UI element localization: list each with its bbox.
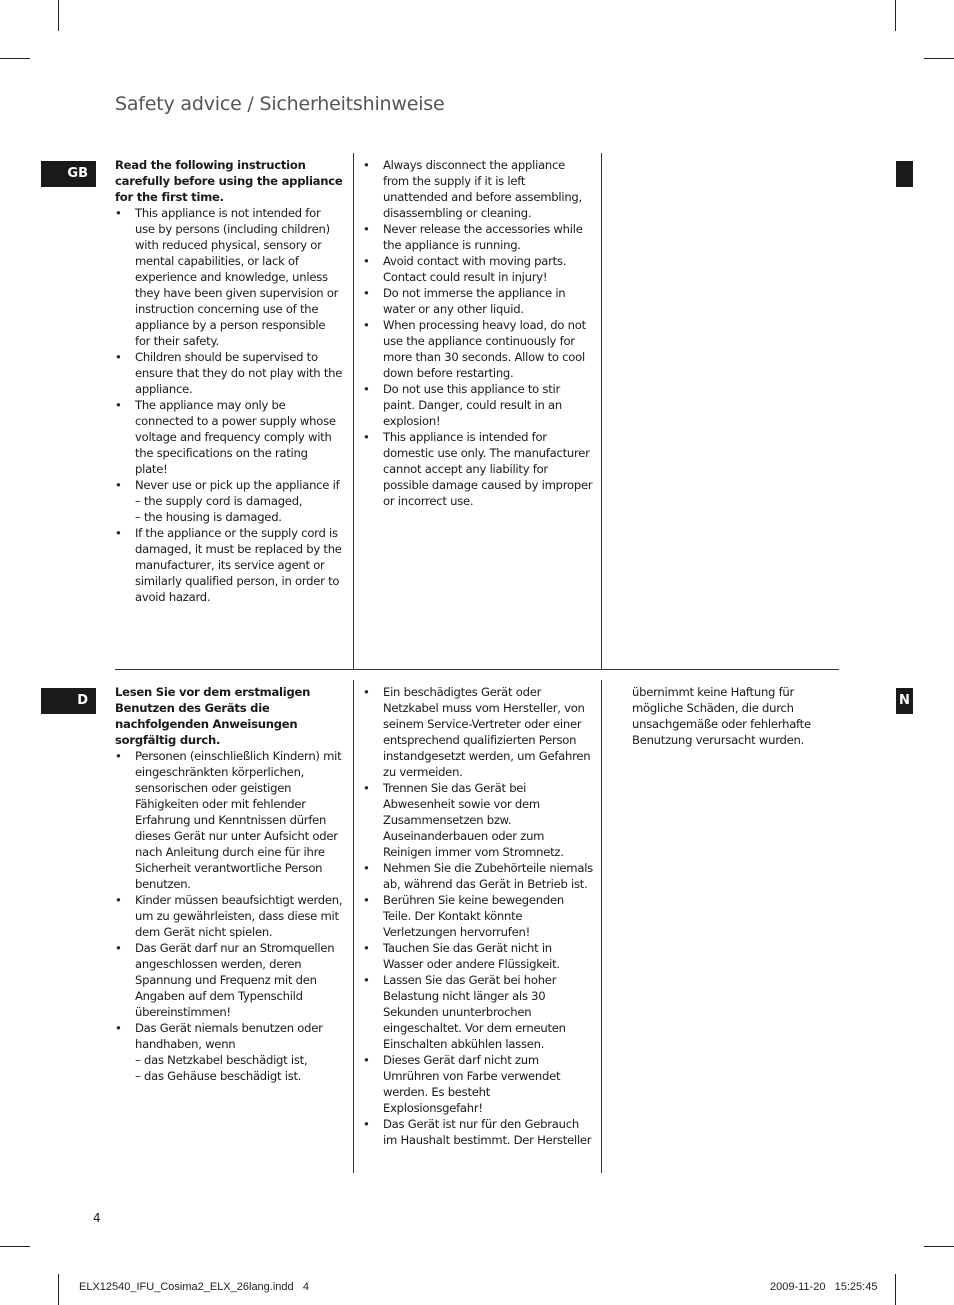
- bullet-icon: •: [115, 478, 122, 492]
- list-item-text: If the appliance or the supply cord is damaged, it must be replaced by the manufacturer, its service agent or similarly qualified person, in order to avoid hazard.: [135, 526, 342, 604]
- language-tab-gb: GB: [41, 161, 96, 187]
- sub-item-text: – the housing is damaged.: [135, 510, 282, 524]
- list-item-text: Berühren Sie keine bewegenden Teile. Der Kontakt könnte Verletzungen hervorrufen!: [383, 893, 564, 939]
- list-item: [363, 285, 593, 317]
- list-item-text: Dieses Gerät darf nicht zum Umrühren von Farbe verwendet werden. Es besteht Explosionsgefahr!: [383, 1053, 561, 1115]
- list-item: [363, 860, 593, 892]
- bullet-icon: •: [363, 781, 370, 795]
- bullet-icon: •: [363, 1117, 370, 1131]
- list-item: [363, 892, 593, 940]
- footer-datetime: 2009-11-20 15:25:45: [770, 1281, 878, 1293]
- d-column-2: [363, 684, 593, 1148]
- d-continuation-text: übernimmt keine Haftung für mögliche Schäden, die durch unsachgemäße oder fehlerhafte Benutzung verursacht wurden.: [632, 685, 811, 747]
- list-item: [115, 397, 343, 477]
- list-item: [363, 381, 593, 429]
- list-item: [363, 780, 593, 860]
- bullet-icon: •: [363, 158, 370, 172]
- sub-item-text: – das Gehäuse beschädigt ist.: [135, 1069, 302, 1083]
- list-item-text: Always disconnect the appliance from the supply if it is left unattended and before assembling, disassembling or cleaning.: [383, 158, 582, 220]
- bullet-icon: •: [363, 286, 370, 300]
- bullet-icon: •: [115, 1021, 122, 1035]
- list-item: [363, 253, 593, 285]
- bullet-icon: •: [115, 941, 122, 955]
- list-item: [115, 892, 343, 940]
- list-item-text: Personen (einschließlich Kindern) mit eingeschränkten körperlichen, sensorischen oder geistigen Fähigkeiten oder mit fehlender Erfahrung und Kenntnissen dürfen dieses Gerät nur unter Aufsicht oder nach Anleitung durch eine für ihre Sicherheit verantwortliche Person benutzen.: [135, 749, 342, 891]
- page-title: Safety advice / Sicherheitshinweise: [115, 93, 445, 115]
- list-item-text: Das Gerät niemals benutzen oder handhaben, wenn: [135, 1021, 323, 1051]
- list-item-text: Ein beschädigtes Gerät oder Netzkabel muss vom Hersteller, von seinem Service-Vertreter oder einer entsprechend qualifizierten Person instandgesetzt werden, um Gefahren zu vermeiden.: [383, 685, 591, 779]
- list-item-text: Trennen Sie das Gerät bei Abwesenheit sowie vor dem Zusammensetzen bzw. Auseinanderbauen oder zum Reinigen immer vom Stromnetz.: [383, 781, 564, 859]
- crop-mark: [0, 1246, 30, 1247]
- bullet-icon: •: [115, 350, 122, 364]
- list-item-text: Never use or pick up the appliance if: [135, 478, 340, 492]
- page-number: 4: [93, 1211, 101, 1225]
- gb-column-2: [363, 157, 593, 509]
- list-item-text: The appliance may only be connected to a power supply whose voltage and frequency comply with the specifications on the rating plate!: [135, 398, 336, 476]
- list-item-text: Avoid contact with moving parts. Contact could result in injury!: [383, 254, 567, 284]
- list-item: [363, 940, 593, 972]
- gb-list-2: [363, 157, 593, 509]
- bullet-icon: •: [363, 382, 370, 396]
- list-item: [115, 940, 343, 1020]
- crop-mark: [895, 1274, 896, 1305]
- list-item: [115, 205, 343, 349]
- bullet-icon: •: [363, 941, 370, 955]
- bullet-icon: •: [363, 1053, 370, 1067]
- column-divider: [601, 153, 602, 669]
- list-item-text: Nehmen Sie die Zubehörteile niemals ab, während das Gerät in Betrieb ist.: [383, 861, 593, 891]
- list-item-text: Das Gerät ist nur für den Gebrauch im Haushalt bestimmt. Der Hersteller: [383, 1117, 592, 1147]
- column-divider: [601, 680, 602, 1173]
- sub-item-text: – das Netzkabel beschädigt ist,: [135, 1053, 308, 1067]
- bullet-icon: •: [363, 893, 370, 907]
- list-item-text: Never release the accessories while the appliance is running.: [383, 222, 583, 252]
- bullet-icon: •: [115, 206, 122, 220]
- d-intro: Lesen Sie vor dem erstmaligen Benutzen des Geräts die nachfolgenden Anweisungen sorgfältig durch.: [115, 685, 311, 747]
- list-item: [363, 221, 593, 253]
- language-tab-right-edge: N: [896, 688, 913, 714]
- list-item-text: Lassen Sie das Gerät bei hoher Belastung nicht länger als 30 Sekunden ununterbrochen eingeschaltet. Vor dem erneuten Einschalten abkühlen lassen.: [383, 973, 566, 1051]
- list-item: [115, 525, 343, 605]
- list-item-text: Kinder müssen beaufsichtigt werden, um zu gewährleisten, dass diese mit dem Gerät nicht spielen.: [135, 893, 343, 939]
- list-item: [363, 1116, 593, 1148]
- section-divider: [115, 669, 839, 670]
- gb-list-1: [115, 205, 343, 605]
- d-column-1: [115, 684, 343, 1084]
- crop-mark: [58, 1274, 59, 1305]
- list-item: [115, 349, 343, 397]
- list-item: [363, 1052, 593, 1116]
- bullet-icon: •: [363, 973, 370, 987]
- bullet-icon: •: [363, 222, 370, 236]
- crop-mark: [924, 1246, 954, 1247]
- column-divider: [353, 153, 354, 669]
- list-item-text: Do not immerse the appliance in water or any other liquid.: [383, 286, 566, 316]
- bullet-icon: •: [115, 526, 122, 540]
- list-item: [115, 477, 343, 525]
- list-item: [363, 429, 593, 509]
- sub-item-text: – the supply cord is damaged,: [135, 494, 303, 508]
- d-list-2: [363, 684, 593, 1148]
- list-item-text: When processing heavy load, do not use the appliance continuously for more than 30 seconds. Allow to cool down before restarting.: [383, 318, 586, 380]
- bullet-icon: •: [363, 430, 370, 444]
- list-item-text: Do not use this appliance to stir paint. Danger, could result in an explosion!: [383, 382, 562, 428]
- bullet-icon: •: [115, 398, 122, 412]
- list-item-text: Tauchen Sie das Gerät nicht in Wasser oder andere Flüssigkeit.: [383, 941, 560, 971]
- crop-mark: [924, 58, 954, 59]
- list-item: [115, 1020, 343, 1084]
- footer-filename: ELX12540_IFU_Cosima2_ELX_26lang.indd 4: [79, 1281, 309, 1293]
- bullet-icon: •: [363, 318, 370, 332]
- list-item: [363, 317, 593, 381]
- crop-mark: [58, 0, 59, 31]
- list-item-text: Children should be supervised to ensure that they do not play with the appliance.: [135, 350, 343, 396]
- bullet-icon: •: [115, 749, 122, 763]
- gb-column-1: [115, 157, 343, 605]
- column-divider: [353, 680, 354, 1173]
- list-item-text: Das Gerät darf nur an Stromquellen angeschlossen werden, deren Spannung und Frequenz mit den Angaben auf dem Typenschild übereinstimmen!: [135, 941, 335, 1019]
- gb-intro: Read the following instruction carefully before using the appliance for the first time.: [115, 158, 343, 204]
- bullet-icon: •: [363, 685, 370, 699]
- list-item: [363, 157, 593, 221]
- list-item-text: This appliance is intended for domestic use only. The manufacturer cannot accept any liability for possible damage caused by improper or incorrect use.: [383, 430, 593, 508]
- list-item: [363, 972, 593, 1052]
- d-column-3: [632, 684, 822, 748]
- bullet-icon: •: [363, 861, 370, 875]
- bullet-icon: •: [115, 893, 122, 907]
- crop-mark: [895, 0, 896, 31]
- language-tab-right-edge: [896, 161, 913, 187]
- d-list-1: [115, 748, 343, 1084]
- bullet-icon: •: [363, 254, 370, 268]
- list-item-text: This appliance is not intended for use by persons (including children) with reduced physical, sensory or mental capabilities, or lack of experience and knowledge, unless they have been given supervision or instruction concerning use of the appliance by a person responsible for their safety.: [135, 206, 339, 348]
- crop-mark: [0, 58, 30, 59]
- language-tab-d: D: [41, 688, 96, 714]
- list-item: [363, 684, 593, 780]
- list-item: [115, 748, 343, 892]
